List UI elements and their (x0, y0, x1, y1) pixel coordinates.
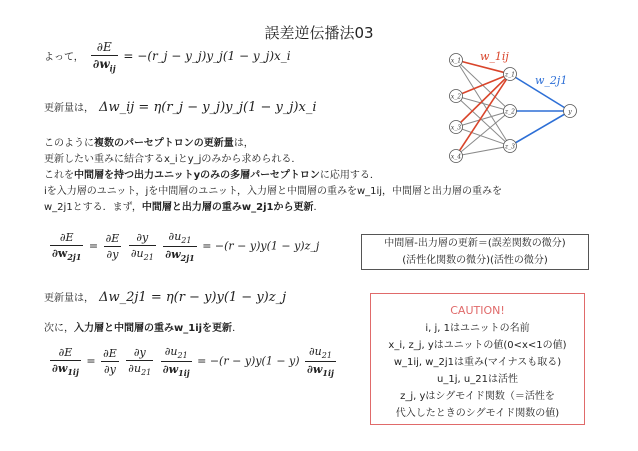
w1-weight-label: w_1ij (480, 50, 509, 63)
caution-line: z_j, yはシグモイド関数（＝活性を (400, 391, 555, 402)
para-line-5 (44, 198, 323, 213)
edge-input-hidden (456, 146, 510, 156)
caution-line: i, j, 1はユニットの名前 (425, 323, 530, 334)
para-line-3-a: これを (44, 170, 74, 181)
page-title: 誤差逆伝播法03 (264, 24, 374, 42)
caution-line: w_1ij, w_2j1は重み(マイナスも取る) (393, 357, 562, 368)
eq1-lhs-den-sub: ij (109, 63, 116, 74)
eq1-lhs-num: ∂E (91, 40, 118, 56)
eq2-expression: Δw_ij = η(r_j − y_j)y_j(1 − y_j)x_i (99, 100, 317, 115)
para-line-5-c: ． (313, 202, 324, 213)
para-line-1-c: は， (233, 138, 254, 149)
caution-heading: CAUTION! (450, 304, 505, 317)
eq3-rhs: = −(r − y)y(1 − y)z_j (202, 239, 320, 253)
para-line-4: iを入力層のユニット，jを中間層のユニット，入力層と中間層の重みをw_1ij，中間層と出力層の重みを (44, 186, 503, 197)
edge-input-hidden (456, 74, 510, 156)
equation-2 (44, 96, 316, 115)
eq5-rhs: = −(r − y)y(1 − y) (197, 354, 300, 368)
input-node-label: x_3 (450, 124, 462, 132)
network-diagram (440, 48, 590, 173)
caution-line: x_i, z_j, yはユニットの値(0<x<1の値) (388, 340, 567, 351)
update-note-line-2: (活性化関数の微分)(活性の微分) (402, 255, 548, 266)
caution-line: u_1j, u_21は活性 (437, 374, 518, 385)
eq4-prefix: 更新量は， (44, 293, 94, 304)
para-line-1 (44, 134, 254, 149)
next-text-b: 入力層と中間層の重みw_1ijを更新 (74, 323, 233, 334)
hidden-node-label: z_3 (505, 143, 515, 151)
eq4-expression: Δw_2j1 = η(r − y)y(1 − y)z_j (99, 290, 287, 305)
eq1-lhs-fraction (91, 40, 118, 73)
update-note-box (361, 234, 589, 270)
next-text-c: ． (232, 323, 243, 334)
para-line-3-b: 中間層を持つ出力ユニットyのみの多層パーセプトロン (74, 170, 320, 181)
next-text (44, 319, 242, 334)
para-line-2: 更新したい重みに結合するx_iとy_jのみから求められる． (44, 154, 302, 165)
output-node-label: y (568, 108, 572, 116)
w2-weight-label: w_2j1 (535, 74, 568, 87)
para-line-3-c: に応用する． (319, 170, 380, 181)
equation-5: $\frac{\partial E}{\partial w_{1ij}}$ = $\frac{\partial E}{\partial y}$ $\frac{\partial y}{\partial u_{21}}$ $\frac{\partial u_{21}}{\partial w_{1ij}}$ = −(r − y)y(1 − y) $\frac{\partial u_{21}}{\partial w_{1ij}}$ (52, 345, 334, 379)
hidden-node-label: z_2 (505, 108, 515, 116)
input-node-label: x_2 (450, 93, 462, 101)
eq1-rhs: = −(r_j − y_j)y_j(1 − y_j)x_i (123, 49, 291, 64)
eq1-prefix: よって， (44, 52, 84, 64)
eq1-lhs-den: ∂w (92, 57, 110, 71)
next-text-a: 次に， (44, 323, 74, 334)
para-line-5-a: w_2j1とする．まず， (44, 202, 142, 213)
caution-box (370, 293, 585, 425)
caution-line: 代入したときのシグモイド関数の値) (395, 408, 560, 419)
input-node-label: x_4 (450, 153, 462, 161)
equation-3: $\frac{\partial E}{\partial w_{2j1}}$ = $\frac{\partial E}{\partial y}$ $\frac{\partial y}{\partial u_{21}}$ $\frac{\partial u_{21}}{\partial w_{2j1}}$ = −(r − y)y(1 − y)z_j (52, 230, 320, 264)
para-line-1-a: このように (44, 138, 94, 149)
equation-4 (44, 286, 286, 305)
equation-1 (44, 40, 291, 73)
update-note-line-1: 中間層-出力層の更新＝(誤差関数の微分) (384, 238, 566, 249)
para-line-3 (44, 166, 380, 181)
input-node-label: x_1 (450, 57, 462, 65)
hidden-node-label: z_1 (505, 71, 515, 79)
para-line-1-b: 複数のパーセプトロンの更新量 (94, 138, 234, 149)
eq2-prefix: 更新量は， (44, 103, 94, 114)
para-line-5-b: 中間層と出力層の重みw_2j1から更新 (141, 202, 314, 213)
